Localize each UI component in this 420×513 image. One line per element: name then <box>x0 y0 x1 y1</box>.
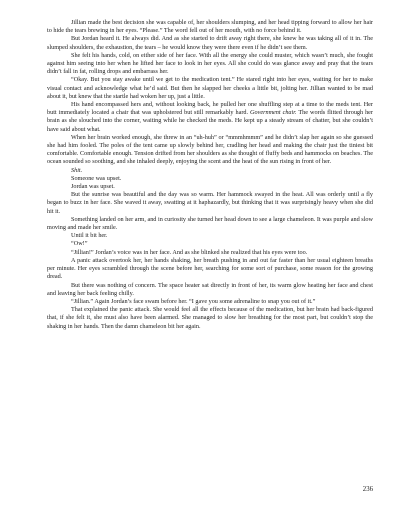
paragraph: But Jordan heard it. He always did. And as she started to drift away right there, she knew he was taking all of it in. The slumped shoulders, the exhaustion, the tears – he would know they were there even if he didn’t see them. <box>47 35 373 51</box>
paragraph: “Jillian!” Jordan’s voice was in her face. And as she blinked she realized that his eyes were too. <box>71 248 308 256</box>
paragraph: Shit. <box>71 166 83 174</box>
paragraph: Something landed on her arm, and in curiosity she turned her head down to see a large chameleon. It was purple and slow moving and made her smile. <box>47 215 373 232</box>
paragraph: A panic attack overtook her, her hands shaking, her breath pushing in and out far faster than her usual eighteen breaths per minute. Her eyes scrambled through the scene before her, searching for some sort of purchase, some reason for the growing dread. <box>47 256 373 281</box>
paragraph: She felt his hands, cold, on either side of her face. With all the energy she could muster, which wasn’t much, she fought against him seeing into her when he lifted her face to look in her eyes. All she could do was glance away and pray that the tears didn’t fall in fat, rolling drops and embarrass her. <box>47 51 373 76</box>
paragraph: His hand encompassed hers and, without looking back, he pulled her one shuffling step at a time to the meds tent. Her butt immediately located a chair that was upholstered but still remarkably hard. Government chair. The words flitted through her brain as she slouched into the corner, waiting while he checked the meds. He kept up a steady stream of chatter, but she couldn’t have said about what. <box>47 101 373 133</box>
paragraph: When her brain worked enough, she threw in an “uh-huh” or “mmmhmmm” and he didn’t slap her again so she guessed she had him fooled. The poles of the tent came up slowly behind her, cradling her head and making the chair just the tiniest bit comfortable. Comfortable enough. Tension drifted from her shoulders as she thought of fluffy beds and hammocks on beaches. The ocean sounded so soothing, and she inhaled deeply, enjoying the scent and the heat of the sun rising in front of her. <box>47 133 373 166</box>
paragraph: Jordan was upset. <box>71 183 115 191</box>
paragraph: “Okay. But you stay awake until we get to the medication tent.” He stared right into her eyes, waiting for her to make visual contact and acknowledge what he’d said. But then he slapped her cheeks a little bit, jolting her. Jillian wanted to be mad about it, but knew that the startle had woken her up, just a little. <box>47 76 373 100</box>
paragraph: That explained the panic attack. She would feel all the effects because of the medication, but her brain had back-figured that, if she felt it, she must also have been alarmed. She managed to slow her breathing for the most part, but couldn’t stop the shaking in her hands. Then the damn chameleon bit her again. <box>47 306 373 330</box>
body-text <box>47 19 373 331</box>
paragraph: Until it bit her. <box>71 232 108 240</box>
paragraph: Someone was upset. <box>71 174 122 182</box>
paragraph: “Ow!” <box>71 240 88 248</box>
paragraph: Jillian made the best decision she was capable of, her shoulders slumping, and her head tipping forward to allow her hair to hide the tears brewing in her eyes. “Please.” The word fell out of her mouth, with no force behind it. <box>47 19 373 35</box>
paragraph: “Jillian.” Again Jordan’s face swam before her. “I gave you some adrenaline to snap you out of it.” <box>71 297 316 305</box>
page-number: 236 <box>362 486 373 493</box>
paragraph: But there was nothing of concern. The space heater sat directly in front of her, its warm glow heating her face and chest and leaving her back feeling chilly. <box>47 281 373 297</box>
paragraph: But the sunrise was beautiful and the day was so warm. Her hammock swayed in the heat. All was orderly until a fly began to buzz in her face. She waved it away, swatting at it haphazardly, but thinking that it was surprisingly heavy when she did hit it. <box>47 191 373 215</box>
